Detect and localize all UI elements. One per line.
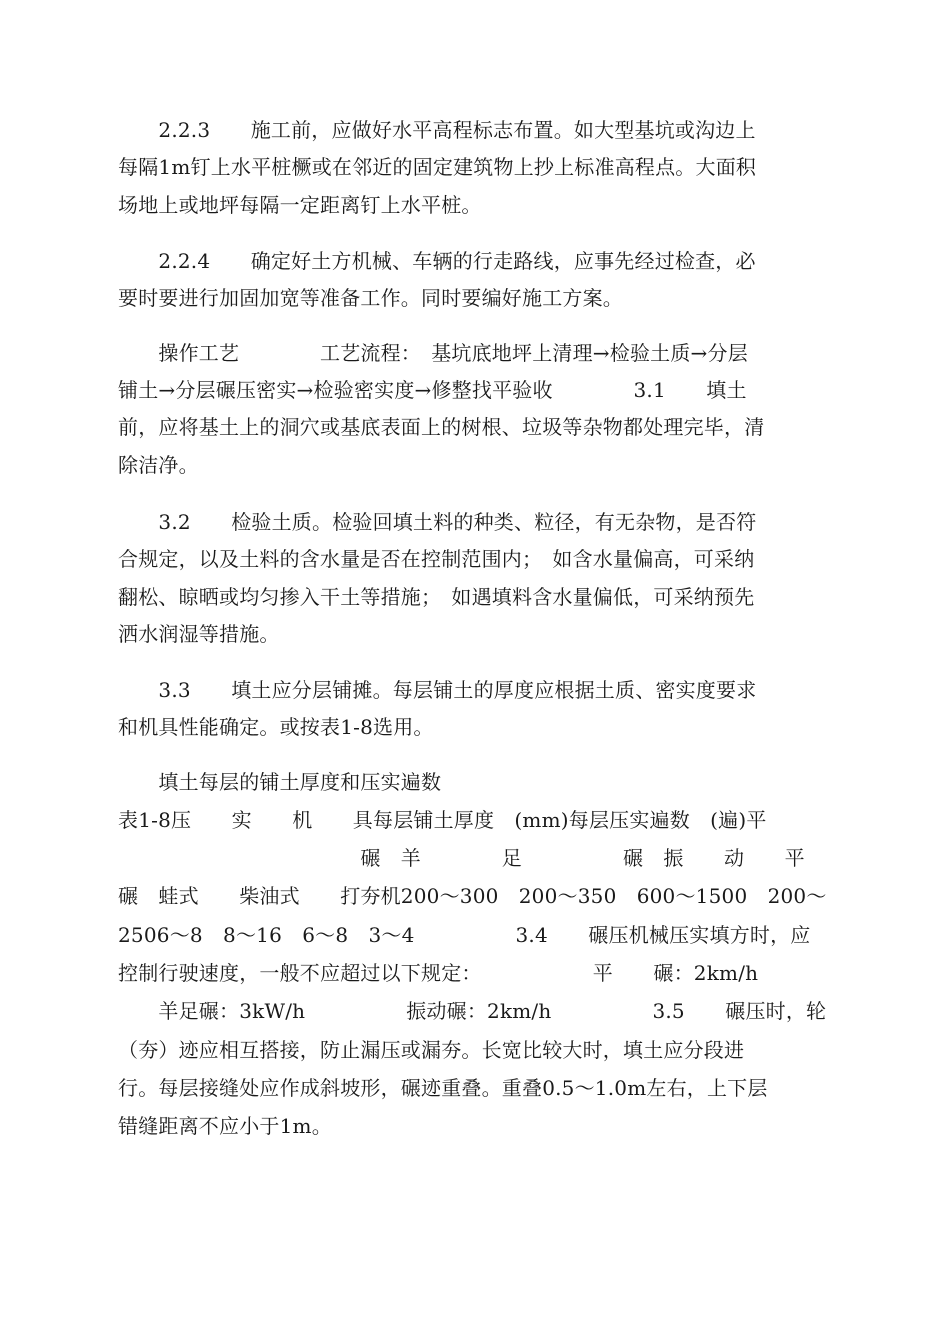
text-line: 错缝距离不应小于1m。 [118, 1114, 332, 1138]
text-line: 除洁净。 [118, 453, 199, 477]
text-line: 铺土→分层碾压密实→检验密实度→修整找平验收 3.1 填土 [118, 378, 747, 402]
text-line: 翻松、晾晒或均匀掺入干土等措施； 如遇填料含水量偏低，可采纳预先 [118, 585, 755, 609]
table-caption: 填土每层的铺土厚度和压实遍数 [118, 770, 442, 794]
text-line: 场地上或地坪每隔一定距离钉上水平桩。 [118, 193, 482, 217]
table-line: 碾 羊 足 碾 振 动 平 [118, 846, 805, 870]
table-line: 表1-8压 实 机 具每层铺土厚度 (mm)每层压实遍数 (遍)平 [118, 808, 767, 832]
text-line: 行。每层接缝处应作成斜坡形，碾迹重叠。重叠0.5～1.0m左右，上下层 [118, 1076, 768, 1100]
text-line: 和机具性能确定。或按表1-8选用。 [118, 715, 434, 739]
text-line: 3.3 填土应分层铺摊。每层铺土的厚度应根据土质、密实度要求 [118, 678, 757, 702]
text-line: 前，应将基土上的洞穴或基底表面上的树根、垃圾等杂物都处理完毕，清 [118, 415, 765, 439]
table-line: 2506～8 8～16 6～8 3～4 3.4 碾压机械压实填方时，应 [118, 923, 811, 947]
text-line: 3.2 检验土质。检验回填土料的种类、粒径，有无杂物，是否符 [118, 510, 757, 534]
text-line: 要时要进行加固加宽等准备工作。同时要编好施工方案。 [118, 286, 623, 310]
text-line: 合规定，以及土料的含水量是否在控制范围内； 如含水量偏高，可采纳 [118, 547, 755, 571]
text-line: 操作工艺 工艺流程： 基坑底地坪上清理→检验土质→分层 [118, 341, 748, 365]
text-line: 洒水润湿等措施。 [118, 622, 280, 646]
table-line: 碾 蛙式 柴油式 打夯机200～300 200～350 600～1500 200～ [118, 884, 827, 908]
text-line: 2.2.4 确定好土方机械、车辆的行走路线，应事先经过检查，必 [118, 249, 756, 273]
text-line: 控制行驶速度，一般不应超过以下规定： 平 碾：2km/h [118, 961, 759, 985]
text-line: 每隔1m钉上水平桩橛或在邻近的固定建筑物上抄上标准高程点。大面积 [118, 155, 757, 179]
text-line: 2.2.3 施工前，应做好水平高程标志布置。如大型基坑或沟边上 [118, 118, 756, 142]
text-line: （夯）迹应相互搭接，防止漏压或漏夯。长宽比较大时，填土应分段进 [118, 1038, 745, 1062]
text-line: 羊足碾：3kW/h 振动碾：2km/h 3.5 碾压时，轮 [118, 999, 827, 1023]
